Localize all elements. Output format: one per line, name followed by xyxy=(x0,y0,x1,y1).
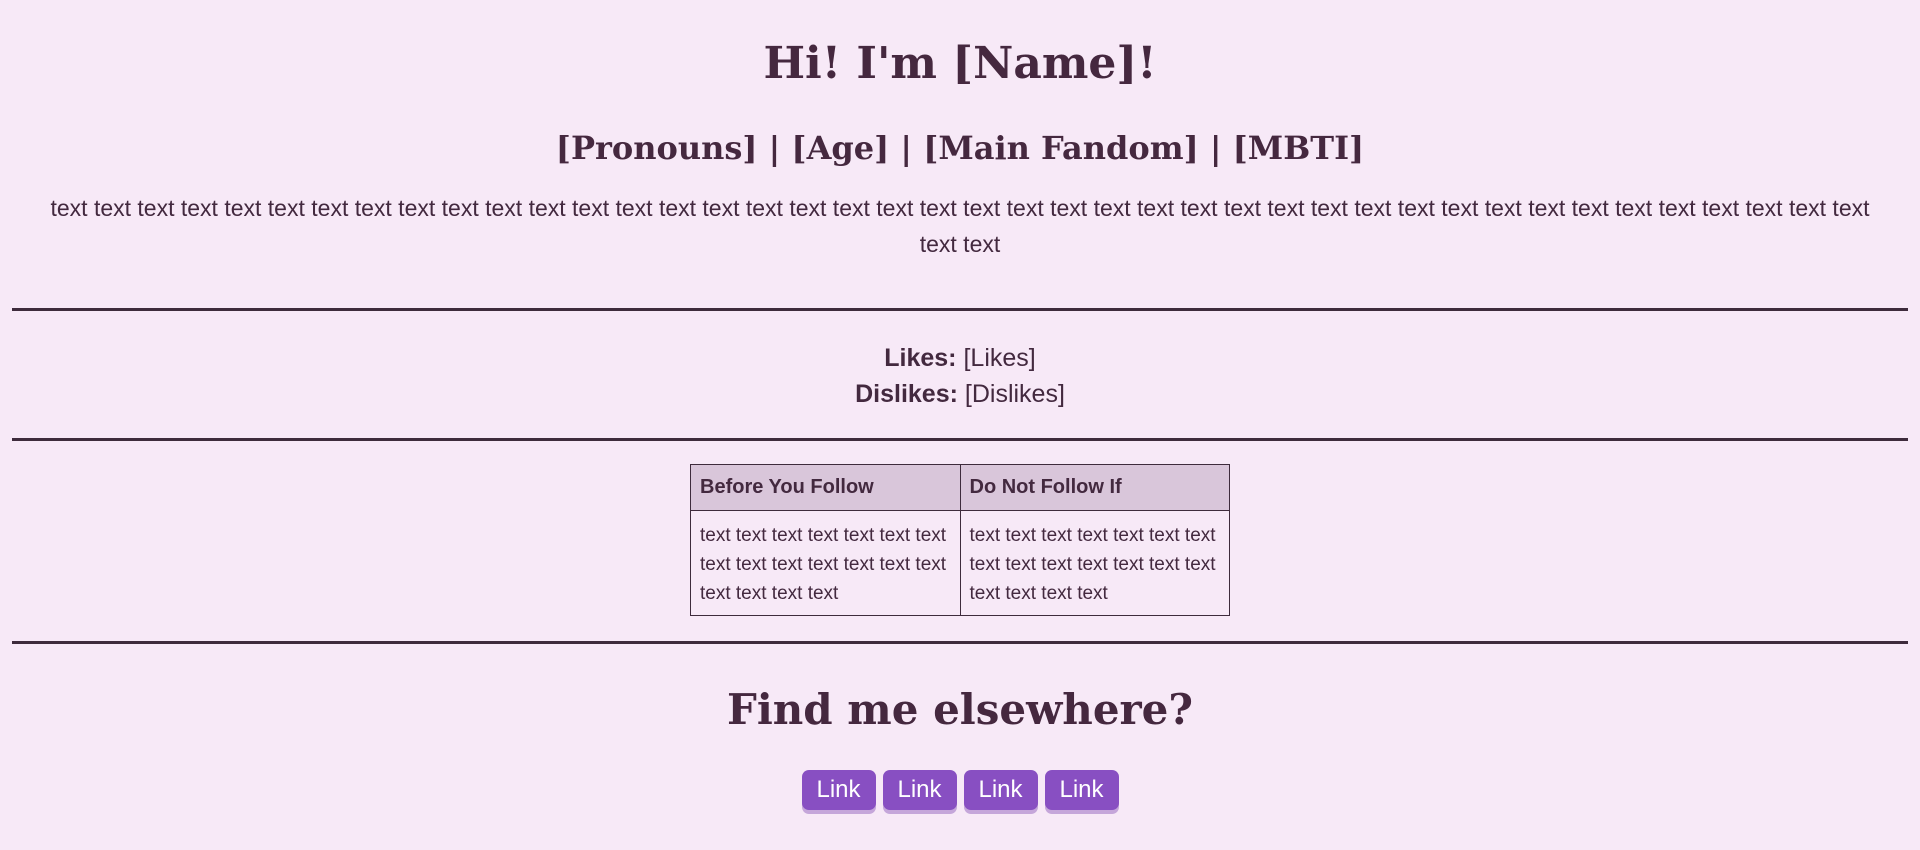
follow-rules-table xyxy=(690,464,1230,616)
preferences-section xyxy=(0,340,1920,412)
section-divider-bottom xyxy=(12,641,1908,644)
page-title: Hi! I'm [Name]! xyxy=(763,38,1157,89)
link-button-3[interactable]: Link xyxy=(964,770,1038,810)
social-links xyxy=(0,770,1920,810)
section-divider-middle xyxy=(12,438,1908,441)
link-button-1[interactable]: Link xyxy=(802,770,876,810)
profile-subtitle: [Pronouns] | [Age] | [Main Fandom] | [MBTI] xyxy=(555,129,1365,167)
link-button-4[interactable]: Link xyxy=(1045,770,1119,810)
section-divider-top xyxy=(12,308,1908,311)
do-not-follow-if-cell: text text text text text text text text text text text text text text text text text text xyxy=(960,511,1230,616)
before-you-follow-header: Before You Follow xyxy=(691,465,961,511)
likes-row xyxy=(0,340,1920,376)
link-button-2[interactable]: Link xyxy=(883,770,957,810)
before-you-follow-cell: text text text text text text text text text text text text text text text text text text xyxy=(691,511,961,616)
follow-rules-table-wrapper xyxy=(690,464,1230,616)
do-not-follow-if-header: Do Not Follow If xyxy=(960,465,1230,511)
intro-text: text text text text text text text text text text text text text text text text text text text text text text text text text text text text text text text text text text text text text text text text text text text text xyxy=(50,195,1870,257)
find-me-elsewhere-title: Find me elsewhere? xyxy=(727,685,1193,734)
dislikes-label: Dislikes: xyxy=(855,380,958,408)
dislikes-row xyxy=(0,376,1920,412)
table-row xyxy=(691,511,1230,616)
table-header-row xyxy=(691,465,1230,511)
likes-label: Likes: xyxy=(884,344,957,372)
likes-value: [Likes] xyxy=(963,344,1036,372)
dislikes-value: [Dislikes] xyxy=(964,380,1065,408)
